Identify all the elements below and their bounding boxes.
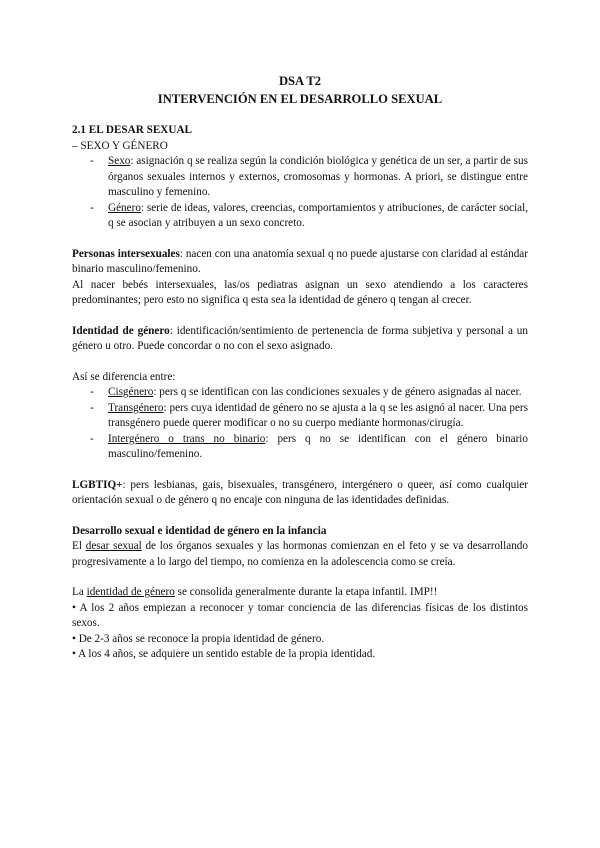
differences-intro: Así se diferencia entre: (72, 370, 176, 383)
term-cisgenero: Cisgénero (108, 386, 154, 398)
bullet-item: • De 2-3 años se reconoce la propia identidad de género. (72, 632, 325, 645)
identity-paragraph: Identidad de género: identificación/sentimiento de pertenencia de forma subjetiva y personal a un género u otro. Puede concordar o no con el sexo asignado. (72, 324, 528, 352)
intersex-paragraph: Personas intersexuales: nacen con una anatomía sexual q no puede ajustarse con claridad al estándar binario masculino/femenino. (72, 247, 528, 275)
list-item: - Sexo: asignación q se realiza según la condición biológica y genética de un ser, a partir de sus órganos sexuales internos y externos, cromosomas y hormonas. A priori, se distingue entre masculino y femenino. (90, 155, 528, 198)
title-topic: INTERVENCIÓN EN EL DESARROLLO SEXUAL (157, 92, 443, 106)
intersex-paragraph-2: Al nacer bebés intersexuales, las/os pediatras asignan un sexo atendiendo a los caracteres predominantes; pero esto no significa q esta sea la identidad de género q tengan al crecer. (72, 278, 528, 306)
list-item: - Género: serie de ideas, valores, creencias, comportamientos y atribuciones, de carácter social, q se asocian y atribuyen a un sexo concreto. (90, 201, 528, 229)
lgbtiq-paragraph: LGBTIQ+: pers lesbianas, gais, bisexuales, transgénero, intergénero o queer, así como cualquier orientación sexual o de género q no encaje con ninguna de las identidades definidas. (72, 478, 528, 506)
list-item: - Transgénero: pers cuya identidad de género no se ajusta a la q se les asignó al nacer. Una pers transgénero puede querer modificar o no su cuerpo mediante hormonas/cirugía. (90, 401, 528, 429)
term-intersex: Personas intersexuales (72, 247, 180, 260)
section-heading: 2.1 EL DESAR SEXUAL (72, 124, 192, 136)
term-transgenero: Transgénero (108, 401, 164, 414)
document-page (72, 72, 528, 663)
bullet-item: • A los 2 años empiezan a reconocer y tomar conciencia de las diferencias físicas de los distintos sexos. (72, 601, 528, 629)
title-course: DSA T2 (278, 74, 322, 88)
doc-title (72, 72, 528, 108)
sex-gender-list (72, 154, 528, 232)
term-identidad-genero: identidad de género (86, 586, 175, 598)
childhood-heading: Desarrollo sexual e identidad de género en la infancia (72, 524, 327, 537)
term-lgbtiq: LGBTIQ+ (72, 478, 123, 491)
childhood-paragraph: El desar sexual de los órganos sexuales y las hormonas comienzan en el feto y se va desarrollando progresivamente a lo largo del tiempo, no comienza en la adolescencia como se creía. (72, 540, 528, 568)
section-subheading: – SEXO Y GÉNERO (72, 139, 168, 152)
term-identity: Identidad de género (72, 324, 170, 337)
term-intergenero: Intergénero o trans no binario (108, 432, 266, 445)
term-sexo: Sexo (108, 155, 131, 167)
list-item: - Intergénero o trans no binario: pers q no se identifican con el género binario masculino/femenino. (90, 432, 528, 460)
bullet-item: • A los 4 años, se adquiere un sentido estable de la propia identidad. (72, 648, 376, 660)
identity-types-list (72, 385, 528, 463)
identity-consolidation: La identidad de género se consolida generalmente durante la etapa infantil. IMP!! (72, 586, 438, 598)
list-item: - Cisgénero: pers q se identifican con las condiciones sexuales y de género asignadas al nacer. (90, 386, 522, 398)
term-desar-sexual: desar sexual (85, 540, 142, 552)
term-genero: Género (108, 201, 141, 214)
